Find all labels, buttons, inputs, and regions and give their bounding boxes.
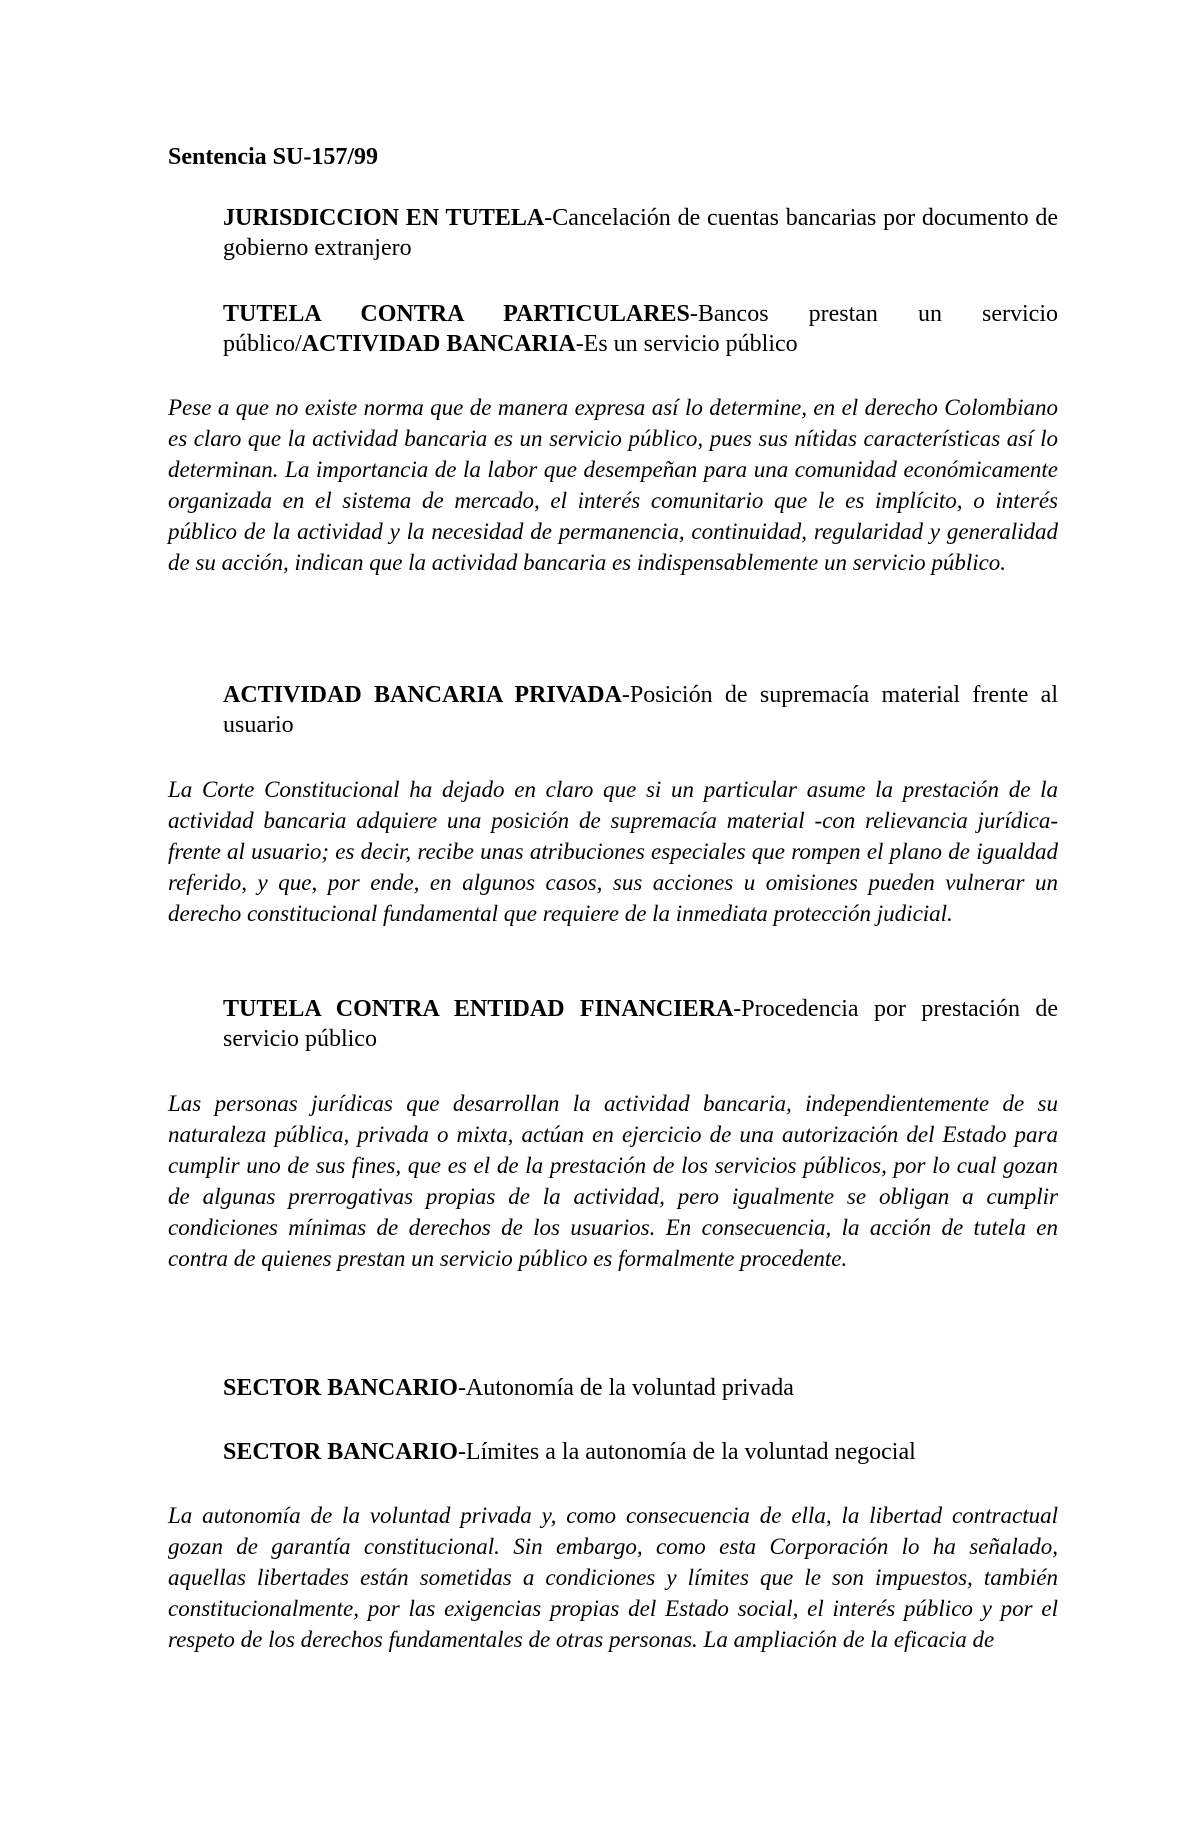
summary-paragraph: La autonomía de la voluntad privada y, como consecuencia de ella, la libertad contractual gozan de garantía constitucional. Sin embargo, como esta Corporación lo ha señalado, aquellas libertades están sometidas a condiciones y límites que le son impuestos, también constitucionalmente, por las exigencias propias del Estado social, el interés público y por el respeto de los derechos fundamentales de otras personas. La ampliación de la eficacia de — [168, 1503, 1058, 1652]
heading-text: -Procedencia por prestación de servicio público — [223, 996, 1059, 1052]
heading-text: -Bancos prestan un servicio público/ — [223, 301, 1058, 357]
heading-text: -Cancelación de cuentas bancarias por documento de gobierno extranjero — [223, 205, 1058, 261]
document-title: Sentencia SU-157/99 — [168, 144, 378, 170]
summary-paragraph: La Corte Constitucional ha dejado en claro que si un particular asume la prestación de la actividad bancaria adquiere una posición de supremacía material -con relievancia jurídica- frente al usuario; es decir, recibe unas atribuciones especiales que rompen el plano de igualdad referido, y que, por ende, en algunos casos, sus acciones u omisiones pueden vulnerar un derecho constitucional fundamental que requiere de la inmediata protección judicial. — [168, 777, 1058, 926]
heading-keyword-secondary: ACTIVIDAD BANCARIA — [301, 331, 576, 357]
heading-entidad-financiera — [223, 994, 1058, 1054]
heading-text: -Autonomía de la voluntad privada — [457, 1375, 794, 1401]
heading-keyword: JURISDICCION EN TUTELA — [223, 205, 545, 231]
heading-keyword: ACTIVIDAD BANCARIA PRIVADA — [223, 682, 622, 708]
heading-keyword: SECTOR BANCARIO — [223, 1439, 458, 1465]
heading-text-secondary: -Es un servicio público — [575, 331, 798, 357]
heading-sector-bancario-limites — [223, 1437, 1058, 1467]
heading-text: -Posición de supremacía material frente al usuario — [223, 682, 1058, 738]
heading-keyword: TUTELA CONTRA ENTIDAD FINANCIERA — [223, 996, 734, 1022]
heading-actividad-privada — [223, 680, 1058, 740]
summary-paragraph: Pese a que no existe norma que de manera expresa así lo determine, en el derecho Colombiano es claro que la actividad bancaria es un servicio público, pues sus nítidas características así lo determinan. La importancia de la labor que desempeñan para una comunidad económicamente organizada en el sistema de mercado, el interés comunitario que le es implícito, o interés público de la actividad y la necesidad de permanencia, continuidad, regularidad y generalidad de su acción, indican que la actividad bancaria es indispensablemente un servicio público. — [168, 395, 1058, 575]
heading-tutela-particulares — [223, 299, 1058, 359]
heading-jurisdiccion — [223, 203, 1058, 263]
heading-sector-bancario-autonomia — [223, 1373, 1058, 1403]
summary-paragraph: Las personas jurídicas que desarrollan la actividad bancaria, independientemente de su naturaleza pública, privada o mixta, actúan en ejercicio de una autorización del Estado para cumplir uno de sus fines, que es el de la prestación de los servicios públicos, por lo cual gozan de algunas prerrogativas propias de la actividad, pero igualmente se obligan a cumplir condiciones mínimas de derechos de los usuarios. En consecuencia, la acción de tutela en contra de quienes prestan un servicio público es formalmente procedente. — [168, 1091, 1058, 1271]
heading-keyword: TUTELA CONTRA PARTICULARES — [223, 301, 690, 327]
heading-keyword: SECTOR BANCARIO — [223, 1375, 458, 1401]
heading-text: -Límites a la autonomía de la voluntad negocial — [457, 1439, 916, 1465]
